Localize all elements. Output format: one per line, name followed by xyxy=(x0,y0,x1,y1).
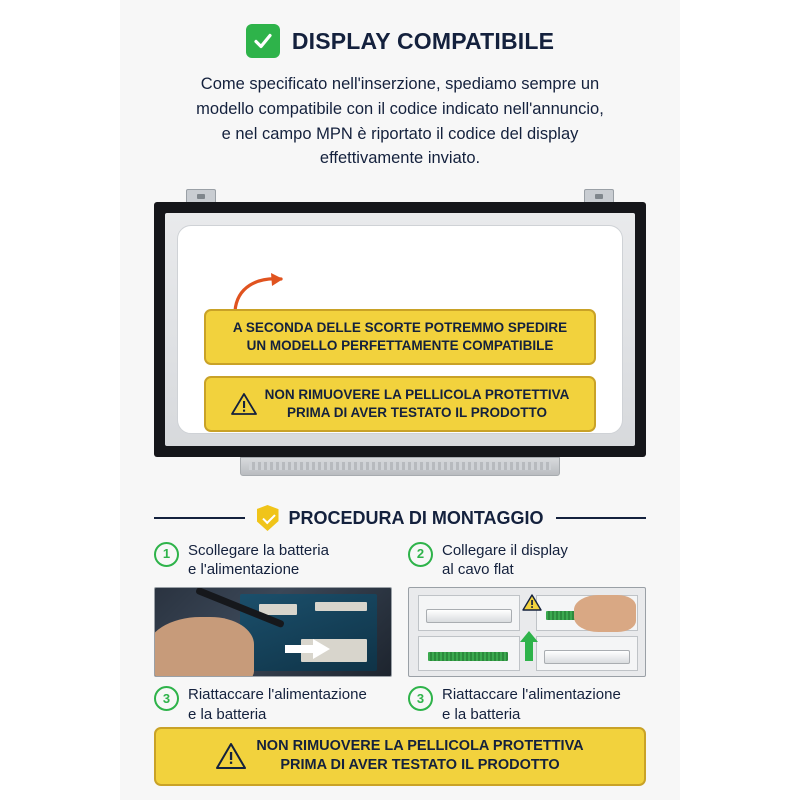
callout-film-warning xyxy=(204,376,596,432)
step-2-line-2: al cavo flat xyxy=(442,561,514,579)
step-3-right-label xyxy=(408,685,646,723)
step-3-right-line-1: Riattaccare l'alimentazione xyxy=(442,686,621,704)
curved-arrow-icon xyxy=(231,271,291,313)
step-2-photo xyxy=(408,587,646,677)
callout-stock-line-1: A SECONDA DELLE SCORTE POTREMMO SPEDIRE xyxy=(232,320,568,335)
banner-line-1: NON RIMUOVERE LA PELLICOLA PROTETTIVA xyxy=(256,737,584,754)
step-1-line-2: e l'alimentazione xyxy=(188,561,300,579)
display-illustration xyxy=(154,189,646,489)
intro-line-4: effettivamente inviato. xyxy=(319,149,481,168)
callout-film-line-1: NON RIMUOVERE LA PELLICOLA PROTETTIVA xyxy=(264,387,570,402)
page-title: DISPLAY COMPATIBILE xyxy=(291,27,555,54)
procedure-title-group xyxy=(257,505,544,531)
step-1-number: 1 xyxy=(154,542,179,567)
infographic-sheet xyxy=(120,0,680,800)
divider-left xyxy=(154,517,245,519)
procedure-header xyxy=(154,505,646,531)
lcd-panel-surface xyxy=(165,213,635,446)
step-3-left-line-2: e la batteria xyxy=(188,705,267,723)
step-3-left-line-1: Riattaccare l'alimentazione xyxy=(188,686,367,704)
callout-film-line-2: PRIMA DI AVER TESTATO IL PRODOTTO xyxy=(286,405,547,421)
header xyxy=(120,0,680,58)
callout-stock-line-2: UN MODELLO PERFETTAMENTE COMPATIBILE xyxy=(246,338,554,354)
intro-line-2: modello compatibile con il codice indicato nell'annuncio, xyxy=(196,99,604,118)
warning-triangle-icon xyxy=(231,392,257,416)
lcd-panel xyxy=(154,202,646,457)
photo-warning-triangle-icon xyxy=(522,594,542,612)
step-2-label xyxy=(408,541,646,579)
intro-paragraph xyxy=(154,72,646,171)
step-2-line-1: Collegare il display xyxy=(442,542,568,559)
step-3-left-number: 3 xyxy=(154,686,179,711)
divider-right xyxy=(556,517,647,519)
check-icon xyxy=(246,24,280,58)
banner-warning-triangle-icon xyxy=(216,742,246,770)
step-1-line-1: Scollegare la batteria xyxy=(188,542,329,559)
white-arrow-icon xyxy=(285,638,331,660)
step-3-right-line-2: e la batteria xyxy=(442,705,521,723)
banner-line-2: PRIMA DI AVER TESTATO IL PRODOTTO xyxy=(280,757,560,774)
intro-line-3: e nel campo MPN è riportato il codice del display xyxy=(221,124,579,143)
step-1-label xyxy=(154,541,392,579)
step-2-number: 2 xyxy=(408,542,433,567)
shield-icon xyxy=(257,505,279,531)
up-arrow-icon xyxy=(520,631,538,661)
step-3-left-label xyxy=(154,685,392,723)
intro-line-1: Come specificato nell'inserzione, spediamo sempre un xyxy=(200,75,600,93)
bottom-warning-banner xyxy=(154,727,646,786)
step-1-photo xyxy=(154,587,392,677)
panel-connector-strip xyxy=(240,457,560,476)
step-3-right-number: 3 xyxy=(408,686,433,711)
callout-stock-notice xyxy=(204,309,596,365)
procedure-title: PROCEDURA DI MONTAGGIO xyxy=(288,507,544,528)
procedure-steps xyxy=(154,541,646,724)
